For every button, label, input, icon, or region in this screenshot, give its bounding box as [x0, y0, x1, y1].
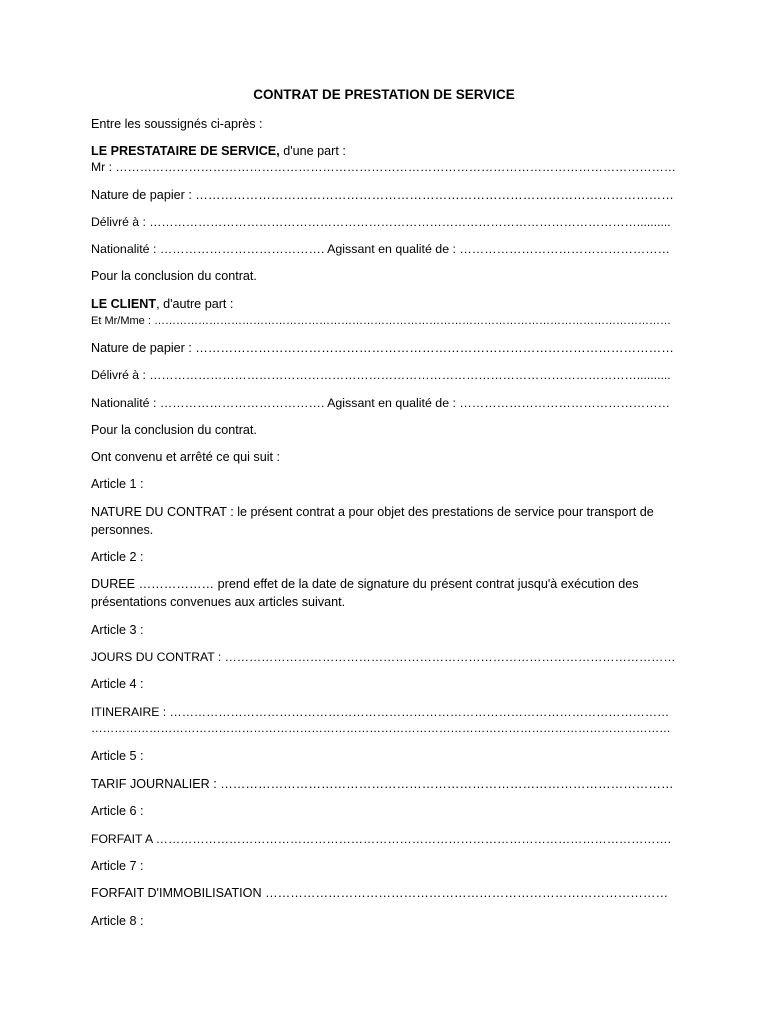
client-conclusion: Pour la conclusion du contrat. [91, 423, 257, 437]
article-6-label: Article 6 : [91, 804, 144, 818]
article-4-text-2: …………………………………………………………………………………………………………………………………… [91, 722, 671, 735]
client-nature-line: Nature de papier : …………………………………………………………………………………………………… [91, 341, 674, 355]
article-8-label: Article 8 : [91, 914, 144, 928]
article-1-label: Article 1 : [91, 477, 144, 491]
prestataire-mr-line: Mr : ………………………………………………………………………………………………………………………… [91, 160, 676, 174]
client-heading-bold: LE CLIENT [91, 297, 157, 311]
article-7-text: FORFAIT D'IMMOBILISATION …………………………………………………………………………………… [91, 886, 669, 900]
article-6-text: FORFAIT A ………………………………………………………………………………………………………………. [91, 832, 672, 846]
intro-text: Entre les soussignés ci-après : [91, 117, 263, 131]
prestataire-delivre-line: Délivré à : ………………………………………………………………………………………………………….......... [91, 215, 671, 229]
article-3-label: Article 3 : [91, 623, 144, 637]
client-mr-line: Et Mr/Mme : …………………………………………………………………………………………………………………………… [91, 315, 671, 327]
client-nationalite-line: Nationalité : …………………………………. Agissant en qualité de : …………………………………………… [91, 396, 671, 410]
prestataire-conclusion: Pour la conclusion du contrat. [91, 269, 257, 283]
prestataire-nature-line: Nature de papier : …………………………………………………………………………………………………… [91, 188, 674, 202]
prestataire-heading-rest: d'une part : [279, 144, 346, 158]
article-4-text: ITINERAIRE : …………………………………………………………………………………………………………… [91, 705, 670, 719]
convenu-text: Ont convenu et arrêté ce qui suit : [91, 450, 281, 464]
article-3-text: JOURS DU CONTRAT : ………………………………………………………………………………………………… [91, 650, 676, 664]
article-5-text: TARIF JOURNALIER : ……………………………………………………………………………………………… [91, 777, 674, 791]
prestataire-heading-bold: LE PRESTATAIRE DE SERVICE, [91, 144, 280, 158]
document-title: CONTRAT DE PRESTATION DE SERVICE [253, 87, 515, 102]
client-heading-rest: , d'autre part : [156, 297, 234, 311]
article-2-text: DUREE ……………… prend effet de la date de signature du présent contrat jusqu'à exécution des présentations convenues aux articles suivant. [91, 577, 639, 609]
client-delivre-line: Délivré à : ………………………………………………………………………………………………………….......... [91, 368, 671, 382]
prestataire-nationalite-line: Nationalité : …………………………………. Agissant en qualité de : …………………………………………… [91, 242, 671, 256]
article-7-label: Article 7 : [91, 859, 144, 873]
article-1-text: NATURE DU CONTRAT : le présent contrat a pour objet des prestations de service pour transport de personnes. [91, 505, 654, 537]
article-2-label: Article 2 : [91, 550, 144, 564]
article-5-label: Article 5 : [91, 749, 144, 763]
client-heading [91, 295, 233, 313]
article-4-label: Article 4 : [91, 677, 144, 691]
